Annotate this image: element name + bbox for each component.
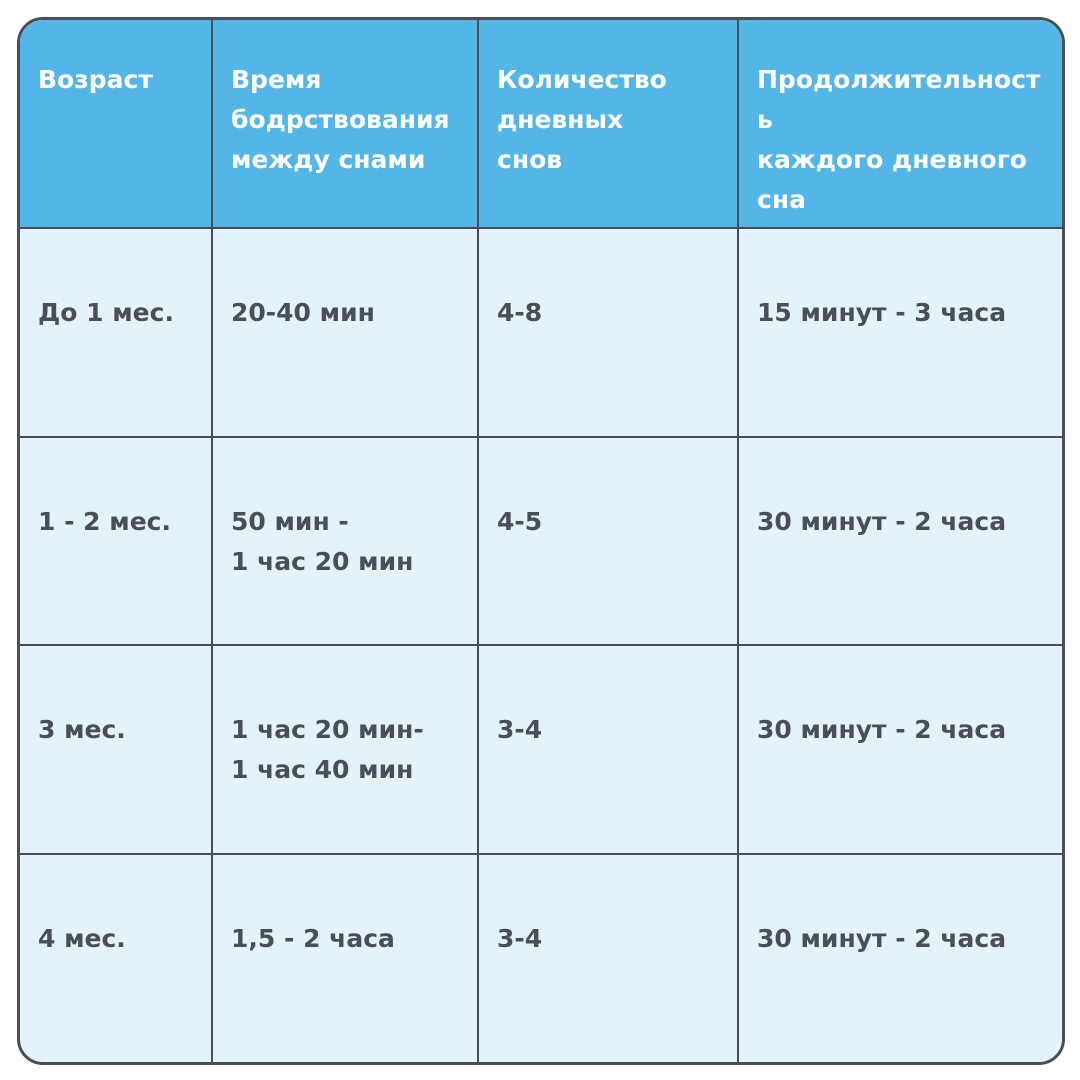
- cell-age: 3 мес.: [20, 645, 212, 854]
- cell-nap-count: 4-5: [478, 437, 738, 646]
- header-wake-time: [212, 20, 478, 228]
- cell-nap-duration: 15 минут - 3 часа: [738, 228, 1062, 437]
- cell-wake-time: 50 мин - 1 час 20 мин: [212, 437, 478, 646]
- table-row: [20, 854, 1062, 1063]
- cell-wake-time: 20-40 мин: [212, 228, 478, 437]
- header-nap-count: [478, 20, 738, 228]
- header-nap-duration-label: Продолжительность каждого дневного сна: [757, 65, 1041, 214]
- cell-age: 4 мес.: [20, 854, 212, 1063]
- table-row: [20, 645, 1062, 854]
- header-wake-time-label: Время бодрствования между снами: [231, 65, 450, 174]
- table-row: [20, 437, 1062, 646]
- table-header-row: [20, 20, 1062, 228]
- cell-nap-duration: 30 минут - 2 часа: [738, 645, 1062, 854]
- cell-nap-duration: 30 минут - 2 часа: [738, 437, 1062, 646]
- header-nap-duration: [738, 20, 1062, 228]
- table-row: [20, 228, 1062, 437]
- header-age: [20, 20, 212, 228]
- header-age-label: Возраст: [38, 65, 153, 94]
- cell-age: До 1 мес.: [20, 228, 212, 437]
- cell-nap-duration: 30 минут - 2 часа: [738, 854, 1062, 1063]
- cell-wake-time: 1 час 20 мин- 1 час 40 мин: [212, 645, 478, 854]
- cell-nap-count: 3-4: [478, 645, 738, 854]
- sleep-schedule-table: [20, 20, 1062, 1062]
- header-nap-count-label: Количество дневных снов: [497, 65, 667, 174]
- sleep-schedule-table-frame: [17, 17, 1065, 1065]
- cell-wake-time: 1,5 - 2 часа: [212, 854, 478, 1063]
- cell-nap-count: 4-8: [478, 228, 738, 437]
- cell-nap-count: 3-4: [478, 854, 738, 1063]
- cell-age: 1 - 2 мес.: [20, 437, 212, 646]
